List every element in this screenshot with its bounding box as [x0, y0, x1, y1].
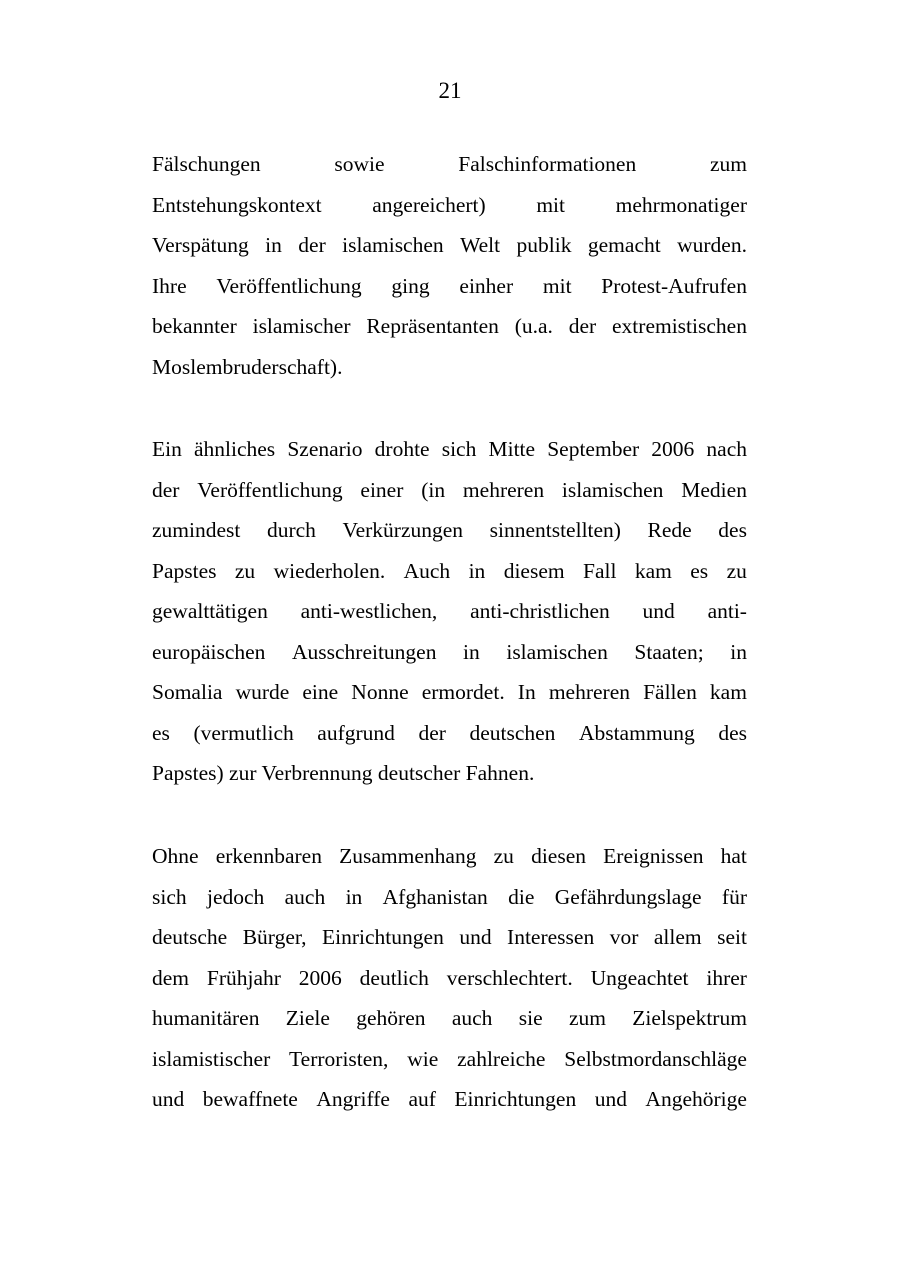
text-line: Papstes) zur Verbrennung deutscher Fahnen.	[152, 761, 535, 785]
text-line: humanitären Ziele gehören auch sie zum Zielspektrum	[152, 1006, 747, 1030]
text-line: der Veröffentlichung einer (in mehreren islamischen Medien	[152, 477, 747, 502]
text-line: Entstehungskontext angereichert) mit mehrmonatiger	[152, 192, 747, 217]
text-line: zumindest durch Verkürzungen sinnentstellten) Rede des	[152, 518, 747, 542]
paragraph-2	[152, 429, 747, 794]
text-line: Ihre Veröffentlichung ging einher mit Protest-Aufrufen	[152, 273, 747, 298]
text-line: es (vermutlich aufgrund der deutschen Abstammung des	[152, 720, 747, 745]
text-line: bekannter islamischer Repräsentanten (u.a. der extremistischen	[152, 314, 747, 338]
paragraph-3	[152, 836, 747, 1120]
page-number: 21	[438, 78, 462, 103]
text-line: Ohne erkennbaren Zusammenhang zu diesen Ereignissen hat	[152, 844, 747, 868]
text-line: Papstes zu wiederholen. Auch in diesem Fall kam es zu	[152, 558, 747, 583]
text-line: Verspätung in der islamischen Welt publik gemacht wurden.	[152, 233, 747, 257]
text-line: islamistischer Terroristen, wie zahlreiche Selbstmordanschläge	[152, 1046, 747, 1071]
paragraph-1	[152, 144, 747, 387]
text-line: Moslembruderschaft).	[152, 354, 343, 379]
text-line: Fälschungen sowie Falschinformationen zum	[152, 152, 747, 176]
text-line: und bewaffnete Angriffe auf Einrichtungen und Angehörige	[152, 1087, 747, 1111]
text-line: europäischen Ausschreitungen in islamischen Staaten; in	[152, 639, 747, 664]
text-line: dem Frühjahr 2006 deutlich verschlechtert. Ungeachtet ihrer	[152, 965, 747, 990]
text-line: sich jedoch auch in Afghanistan die Gefährdungslage für	[152, 884, 747, 909]
text-line: deutsche Bürger, Einrichtungen und Interessen vor allem seit	[152, 925, 747, 949]
text-line: Somalia wurde eine Nonne ermordet. In mehreren Fällen kam	[152, 680, 747, 704]
text-line: Ein ähnliches Szenario drohte sich Mitte September 2006 nach	[152, 437, 747, 461]
text-line: gewalttätigen anti-westlichen, anti-christlichen und anti-	[152, 599, 747, 623]
